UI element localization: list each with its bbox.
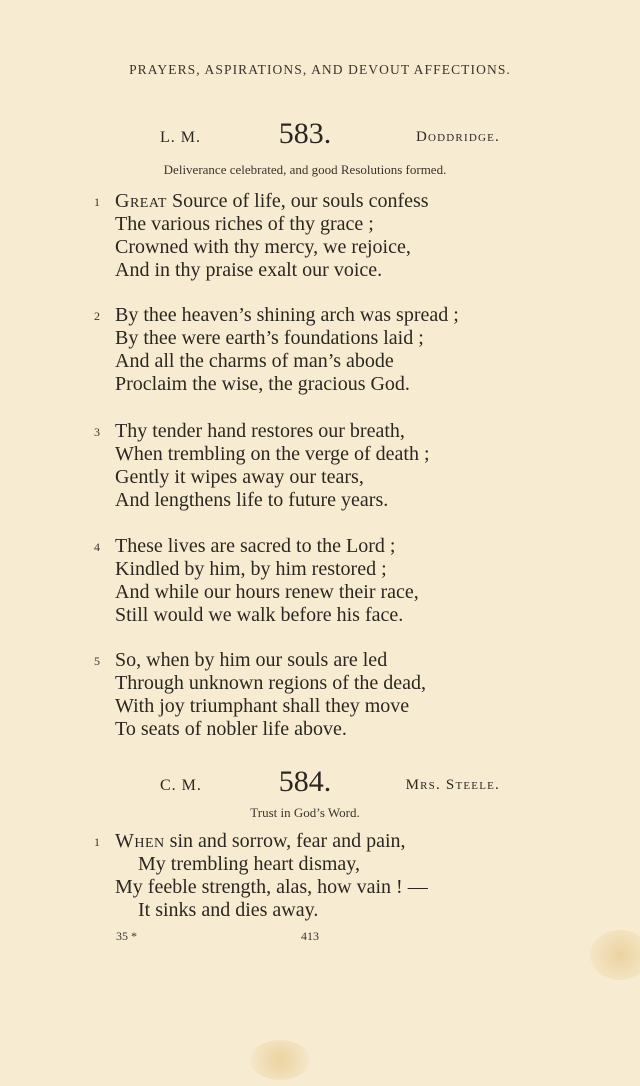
page-number: 413 bbox=[301, 929, 319, 943]
hymn-number: 583. bbox=[278, 117, 332, 150]
verse-line bbox=[115, 190, 429, 213]
verse-line bbox=[115, 830, 406, 853]
verse-line: So, when by him our souls are led bbox=[115, 649, 388, 671]
hymn-meter: C. M. bbox=[160, 777, 202, 794]
verse-line: Crowned with thy mercy, we rejoice, bbox=[115, 236, 411, 258]
verse-number: 3 bbox=[94, 425, 100, 439]
verse-line: And while our hours renew their race, bbox=[115, 581, 419, 603]
verse-line: And all the charms of man’s abode bbox=[115, 350, 394, 372]
verse-number: 1 bbox=[94, 195, 100, 209]
verse-line: With joy triumphant shall they move bbox=[115, 695, 410, 717]
hymn-subtitle: Trust in God’s Word. bbox=[250, 805, 360, 820]
verse-line: When trembling on the verge of death ; bbox=[115, 443, 430, 465]
verse-line: Still would we walk before his face. bbox=[115, 604, 404, 626]
verse-line: These lives are sacred to the Lord ; bbox=[115, 535, 396, 557]
verse-first-word: Great bbox=[115, 190, 167, 212]
verse-first-word: When bbox=[115, 830, 165, 852]
verse-number: 2 bbox=[94, 309, 100, 323]
verse-line: Proclaim the wise, the gracious God. bbox=[115, 373, 410, 395]
verse-line: Thy tender hand restores our breath, bbox=[115, 420, 405, 442]
verse-line: And lengthens life to future years. bbox=[115, 489, 389, 511]
verse-line: It sinks and dies away. bbox=[138, 899, 319, 921]
hymn-584-header bbox=[0, 765, 640, 805]
verse-line: My feeble strength, alas, how vain ! — bbox=[115, 876, 428, 898]
paper-stain bbox=[250, 1040, 310, 1080]
running-head: PRAYERS, ASPIRATIONS, AND DEVOUT AFFECTIONS. bbox=[129, 62, 511, 77]
hymn-meter: L. M. bbox=[160, 129, 201, 146]
hymn-author: Doddridge. bbox=[415, 129, 500, 145]
verse-line: By thee heaven’s shining arch was spread ; bbox=[115, 304, 459, 326]
hymn-583-header bbox=[0, 117, 640, 157]
verse-line: Gently it wipes away our tears, bbox=[115, 466, 364, 488]
verse-line: By thee were earth’s foundations laid ; bbox=[115, 327, 424, 349]
verse-line: And in thy praise exalt our voice. bbox=[115, 259, 383, 281]
hymn-number: 584. bbox=[278, 765, 332, 798]
verse-line-text: sin and sorrow, fear and pain, bbox=[164, 830, 406, 852]
verse-number: 4 bbox=[94, 540, 100, 554]
verse-line: The various riches of thy grace ; bbox=[115, 213, 374, 235]
hymn-author: Mrs. Steele. bbox=[405, 777, 500, 793]
hymn-subtitle: Deliverance celebrated, and good Resolutions formed. bbox=[163, 162, 447, 177]
verse-line: My trembling heart dismay, bbox=[138, 853, 360, 875]
verse-line-text: Source of life, our souls confess bbox=[166, 190, 429, 212]
signature-mark: 35 * bbox=[116, 929, 137, 943]
verse-number: 5 bbox=[94, 654, 100, 668]
verse-line: Kindled by him, by him restored ; bbox=[115, 558, 387, 580]
verse-number: 1 bbox=[94, 835, 100, 849]
verse-line: Through unknown regions of the dead, bbox=[115, 672, 427, 694]
verse-line: To seats of nobler life above. bbox=[115, 718, 347, 740]
